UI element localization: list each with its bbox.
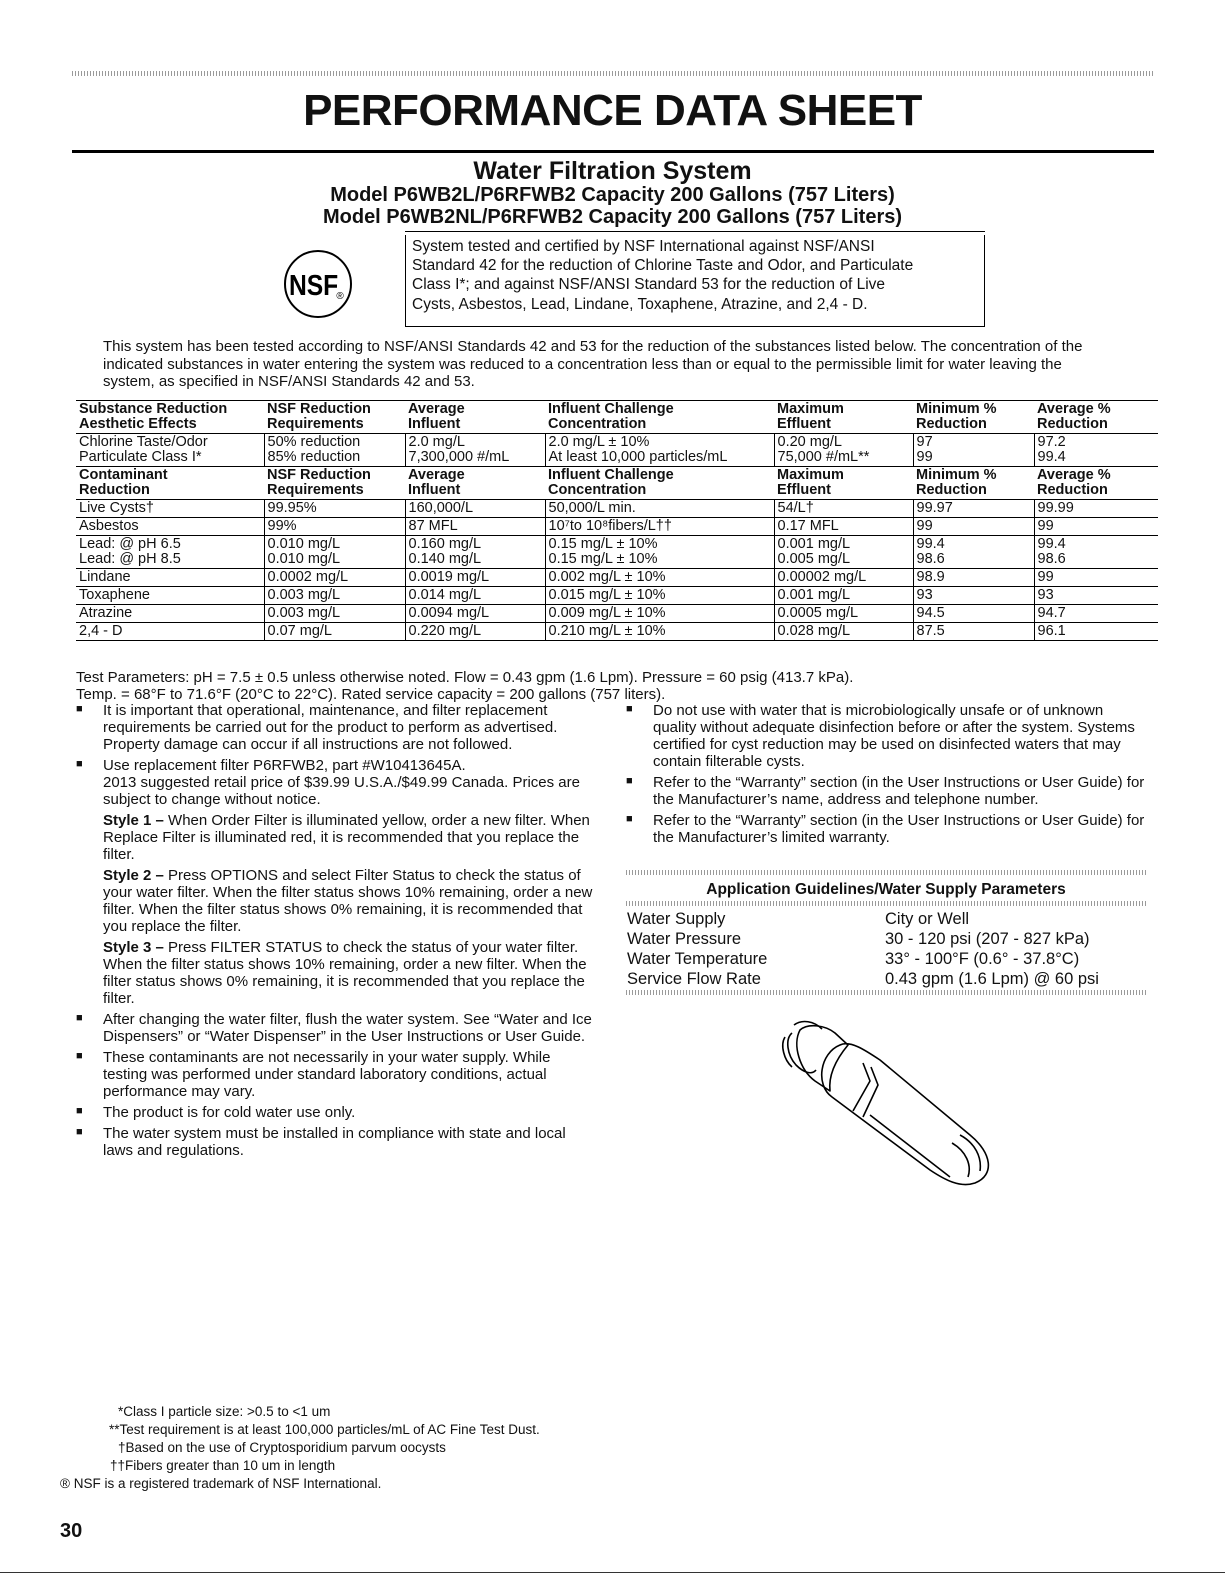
application-bottom-hatch <box>626 990 1146 995</box>
footnote: †Based on the use of Cryptosporidium parvum oocysts <box>118 1440 446 1455</box>
page-number: 30 <box>60 1520 83 1542</box>
title-rule <box>72 150 1154 153</box>
column-header: Average % Reduction <box>1034 467 1158 500</box>
test-parameters-line: Temp. = 68°F to 71.6°F (20°C to 22°C). Rated service capacity = 200 gallons (757 liters). <box>76 686 666 703</box>
table-row <box>76 536 1158 569</box>
certification-box <box>405 235 985 327</box>
test-parameters-line: Test Parameters: pH = 7.5 ± 0.5 unless otherwise noted. Flow = 0.43 gpm (1.6 Lpm). Pressure = 60 psig (413.7 kPa). <box>76 669 854 686</box>
footnote: **Test requirement is at least 100,000 particles/mL of AC Fine Test Dust. <box>109 1422 540 1437</box>
table-cell: 0.160 mg/L 0.140 mg/L <box>405 536 545 569</box>
footnotes <box>60 1403 540 1493</box>
column-header: NSF Reduction Requirements <box>264 401 405 434</box>
table-row <box>76 569 1158 587</box>
footnote: ® NSF is a registered trademark of NSF International. <box>60 1476 382 1491</box>
table-row <box>627 909 1147 929</box>
style-1-label: Style 1 – <box>103 812 164 829</box>
table-cell: 50% reduction 85% reduction <box>264 434 405 467</box>
table-cell: Live Cysts† <box>76 500 264 518</box>
list-item <box>76 1049 596 1100</box>
table-cell: 0.07 mg/L <box>264 623 405 641</box>
table-cell: Asbestos <box>76 518 264 536</box>
left-column <box>76 702 596 1163</box>
table-cell: 93 <box>1034 587 1158 605</box>
right-column <box>626 702 1146 850</box>
table-header-row <box>76 401 1158 434</box>
footnote: ††Fibers greater than 10 um in length <box>110 1458 336 1473</box>
table-cell: Lead: @ pH 6.5 Lead: @ pH 8.5 <box>76 536 264 569</box>
table-row <box>76 434 1158 467</box>
column-header: Minimum % Reduction <box>913 401 1034 434</box>
table-row <box>76 623 1158 641</box>
model-line-1: Model P6WB2L/P6RFWB2 Capacity 200 Gallons (757 Liters) <box>330 184 895 206</box>
performance-table <box>76 400 1158 641</box>
table-header-row <box>76 467 1158 500</box>
table-cell: 0.0019 mg/L <box>405 569 545 587</box>
application-guidelines-title: Application Guidelines/Water Supply Parameters <box>706 881 1066 898</box>
table-cell: 99.95% <box>264 500 405 518</box>
table-cell: 0.001 mg/L 0.005 mg/L <box>774 536 913 569</box>
style-2-text: Press OPTIONS and select Filter Status to check the status of your water filter. When the filter status shows 10% remaining, order a new filter. When the filter status shows 0% remaining, it is recommended that you replace the filter. <box>103 867 593 935</box>
table-row <box>627 929 1147 949</box>
nsf-logo-mark: ® <box>336 291 344 302</box>
table-cell: 87 MFL <box>405 518 545 536</box>
column-header: Minimum % Reduction <box>913 467 1034 500</box>
table-cell: 160,000/L <box>405 500 545 518</box>
bullet-text: It is important that operational, maintenance, and filter replacement requirements be carried out for the product to perform as advertised. Property damage can occur if all instructions are not followed. <box>103 702 558 753</box>
table-cell: 99.4 98.6 <box>913 536 1034 569</box>
page-title: PERFORMANCE DATA SHEET <box>303 86 922 135</box>
list-item <box>626 702 1146 770</box>
application-guidelines-table <box>627 909 1147 989</box>
table-cell: 2.0 mg/L 7,300,000 #/mL <box>405 434 545 467</box>
column-header: Average Influent <box>405 401 545 434</box>
test-parameters <box>76 669 1156 703</box>
parameter-value: 0.43 gpm (1.6 Lpm) @ 60 psi <box>885 970 1099 988</box>
column-header: Contaminant Reduction <box>76 467 264 500</box>
table-cell: Lindane <box>76 569 264 587</box>
bottom-rule <box>0 1572 1225 1573</box>
application-top-hatch <box>626 870 1146 875</box>
style-3-label: Style 3 – <box>103 939 164 956</box>
table-cell: 0.17 MFL <box>774 518 913 536</box>
table-cell: 50,000/L min. <box>545 500 774 518</box>
table-cell: 87.5 <box>913 623 1034 641</box>
table-cell: 0.003 mg/L <box>264 605 405 623</box>
table-cell: 2.0 mg/L ± 10% At least 10,000 particles/mL <box>545 434 774 467</box>
table-cell: 97 99 <box>913 434 1034 467</box>
intro-paragraph: This system has been tested according to NSF/ANSI Standards 42 and 53 for the reduction of the substances listed below. The concentration of the indicated substances in water entering the system was reduced to a concentration less than or equal to the permissible limit for water leaving the system, as specified in NSF/ANSI Standards 42 and 53. <box>103 338 1083 390</box>
nsf-logo-text: NSF <box>288 269 339 302</box>
column-header: Influent Challenge Concentration <box>545 467 774 500</box>
table-cell: 94.7 <box>1034 605 1158 623</box>
cert-line: Class I*; and against NSF/ANSI Standard 53 for the reduction of Live <box>412 276 886 294</box>
table-cell: 99% <box>264 518 405 536</box>
subtitle: Water Filtration System <box>473 157 752 185</box>
application-title-hatch <box>626 901 1146 906</box>
style-1-note <box>103 812 596 863</box>
bullet-text: These contaminants are not necessarily in your water supply. While testing was performed under standard laboratory conditions, actual performance may vary. <box>103 1049 551 1100</box>
price-note: 2013 suggested retail price of $39.99 U.S.A./$49.99 Canada. Prices are subject to change without notice. <box>103 774 580 808</box>
table-cell: 0.009 mg/L ± 10% <box>545 605 774 623</box>
table-cell: 97.2 99.4 <box>1034 434 1158 467</box>
table-cell: 99 <box>1034 569 1158 587</box>
table-cell: 0.210 mg/L ± 10% <box>545 623 774 641</box>
table-row <box>627 949 1147 969</box>
parameter-label: Water Pressure <box>627 930 742 948</box>
style-3-text: Press FILTER STATUS to check the status of your water filter. When the filter status shows 10% remaining, order a new filter. When the filter status shows 0% remaining, it is recommended that you replace the filter. <box>103 939 587 1007</box>
table-cell: 0.010 mg/L 0.010 mg/L <box>264 536 405 569</box>
table-cell: 0.014 mg/L <box>405 587 545 605</box>
table-cell: 0.028 mg/L <box>774 623 913 641</box>
list-item <box>76 1104 596 1121</box>
table-row <box>76 518 1158 536</box>
table-cell: 0.001 mg/L <box>774 587 913 605</box>
parameter-value: City or Well <box>885 910 970 928</box>
table-cell: 2,4 - D <box>76 623 264 641</box>
parameter-label: Service Flow Rate <box>627 970 761 988</box>
bullet-text: Do not use with water that is microbiologically unsafe or of unknown quality without adequate disinfection before or after the system. Systems certified for cyst reduction may be used on disinfected waters that may contain filterable cysts. <box>653 702 1135 770</box>
column-header: Maximum Effluent <box>774 467 913 500</box>
table-cell: 0.220 mg/L <box>405 623 545 641</box>
column-header: Substance Reduction Aesthetic Effects <box>76 401 264 434</box>
parameter-value: 30 - 120 psi (207 - 827 kPa) <box>885 930 1090 948</box>
cert-line: Standard 42 for the reduction of Chlorine Taste and Odor, and Particulate <box>412 257 914 275</box>
column-header: Influent Challenge Concentration <box>545 401 774 434</box>
top-hatch-rule <box>72 71 1154 76</box>
table-cell: 10⁷to 10⁸fibers/L†† <box>545 518 774 536</box>
table-cell: 54/L† <box>774 500 913 518</box>
bullet-text: ■ Use replacement filter P6RFWB2, part #W10413645A. <box>103 757 466 774</box>
table-cell: 99 <box>1034 518 1158 536</box>
table-cell: 0.002 mg/L ± 10% <box>545 569 774 587</box>
table-cell: 0.015 mg/L ± 10% <box>545 587 774 605</box>
table-cell: 0.15 mg/L ± 10% 0.15 mg/L ± 10% <box>545 536 774 569</box>
table-row <box>627 969 1147 989</box>
table-row <box>76 587 1158 605</box>
table-row <box>76 605 1158 623</box>
cert-line: Cysts, Asbestos, Lead, Lindane, Toxaphene, Atrazine, and 2,4 - D. <box>412 295 868 313</box>
column-header: NSF Reduction Requirements <box>264 467 405 500</box>
bullet-text: After changing the water filter, flush the water system. See “Water and Ice Dispensers” or “Water Dispenser” in the User Instructions or User Guide. <box>103 1011 592 1045</box>
footnote: *Class I particle size: >0.5 to <1 um <box>118 1404 331 1419</box>
list-item <box>626 812 1146 846</box>
list-item <box>76 702 596 753</box>
list-item <box>76 1125 596 1159</box>
bullet-text: Refer to the “Warranty” section (in the User Instructions or User Guide) for the Manufacturer’s limited warranty. <box>653 812 1145 846</box>
list-item <box>76 757 596 1007</box>
column-header: Average Influent <box>405 467 545 500</box>
cert-line: System tested and certified by NSF International against NSF/ANSI <box>412 238 875 255</box>
table-cell: 99 <box>913 518 1034 536</box>
table-cell: 94.5 <box>913 605 1034 623</box>
table-cell: 99.97 <box>913 500 1034 518</box>
table-cell: 0.0005 mg/L <box>774 605 913 623</box>
column-header: Maximum Effluent <box>774 401 913 434</box>
model-line-2: Model P6WB2NL/P6RFWB2 Capacity 200 Gallons (757 Liters) <box>322 206 903 228</box>
column-header: Average % Reduction <box>1034 401 1158 434</box>
table-cell: Atrazine <box>76 605 264 623</box>
table-cell: 99.4 98.6 <box>1034 536 1158 569</box>
water-filter-illustration <box>770 1015 1005 1190</box>
list-item <box>626 774 1146 808</box>
table-row <box>76 500 1158 518</box>
style-3-note <box>103 939 596 1007</box>
table-cell: 0.0002 mg/L <box>264 569 405 587</box>
table-cell: Chlorine Taste/Odor Particulate Class I* <box>76 434 264 467</box>
table-cell: 93 <box>913 587 1034 605</box>
table-cell: 98.9 <box>913 569 1034 587</box>
list-item <box>76 1011 596 1045</box>
table-cell: 96.1 <box>1034 623 1158 641</box>
parameter-label: Water Supply <box>627 910 726 928</box>
bullet-text: The product is for cold water use only. <box>103 1104 356 1121</box>
table-cell: Toxaphene <box>76 587 264 605</box>
table-cell: 99.99 <box>1034 500 1158 518</box>
style-1-text: When Order Filter is illuminated yellow, order a new filter. When Replace Filter is illuminated red, it is recommended that you replace the filter. <box>103 812 590 863</box>
parameter-label: Water Temperature <box>627 950 768 968</box>
table-cell: 0.00002 mg/L <box>774 569 913 587</box>
table-cell: 0.003 mg/L <box>264 587 405 605</box>
style-2-note <box>103 867 596 935</box>
table-cell: 0.20 mg/L 75,000 #/mL** <box>774 434 913 467</box>
parameter-value: 33° - 100°F (0.6° - 37.8°C) <box>885 950 1080 968</box>
bullet-text: The water system must be installed in compliance with state and local laws and regulations. <box>103 1125 566 1159</box>
nsf-logo <box>283 249 353 319</box>
style-2-label: Style 2 – <box>103 867 164 884</box>
bullet-text: Refer to the “Warranty” section (in the User Instructions or User Guide) for the Manufacturer’s name, address and telephone number. <box>653 774 1145 808</box>
table-cell: 0.0094 mg/L <box>405 605 545 623</box>
